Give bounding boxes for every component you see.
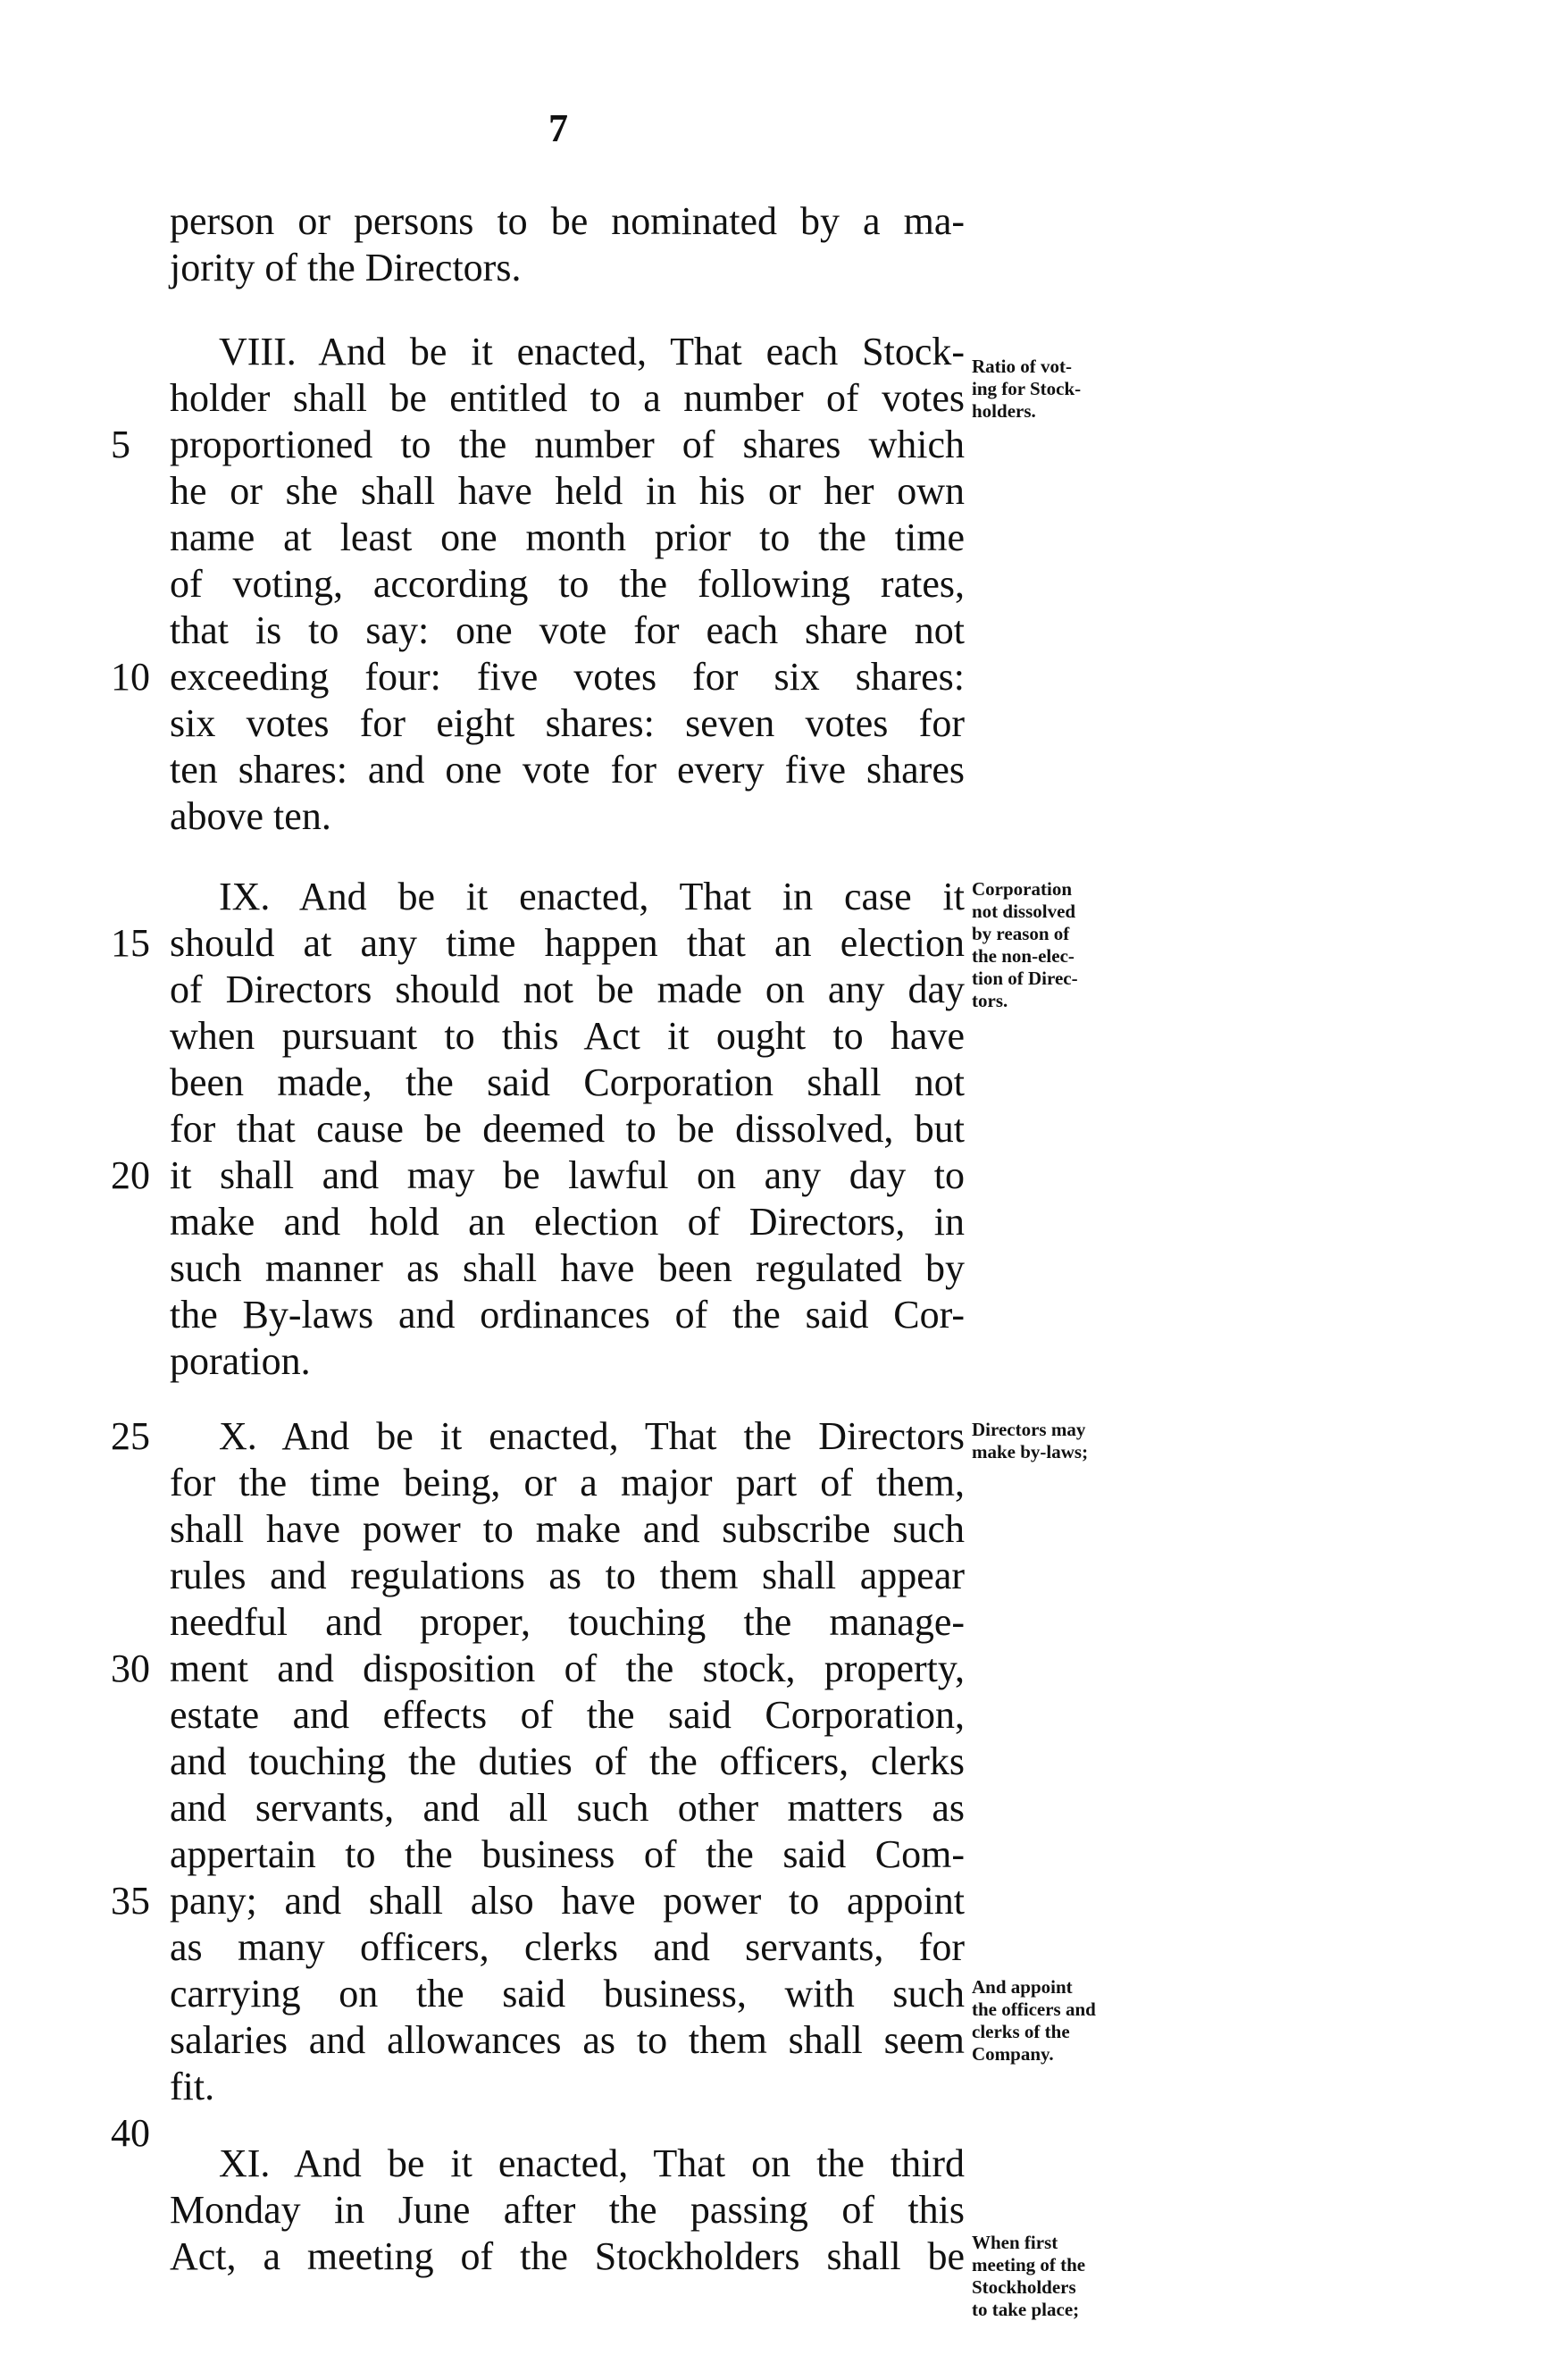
line-number: 10: [111, 655, 150, 699]
margin-note-appoint-officers: [972, 1976, 1159, 2066]
text-line: for the time being, or a major part of them,: [170, 1461, 965, 1504]
margin-note-line: by reason of: [972, 923, 1070, 944]
text-line: name at least one month prior to the time: [170, 515, 965, 559]
text-line: he or she shall have held in his or her own: [170, 469, 965, 513]
margin-note-line: make by-laws;: [972, 1441, 1089, 1462]
text-line: jority of the Directors.: [170, 246, 522, 289]
text-line: poration.: [170, 1339, 311, 1383]
margin-note-line: Stockholders: [972, 2276, 1076, 2298]
text-line: should at any time happen that an election: [170, 921, 965, 965]
text-line: make and hold an election of Directors, in: [170, 1200, 965, 1244]
text-line: XI. And be it enacted, That on the third: [219, 2141, 965, 2185]
margin-note-directors-bylaws: [972, 1419, 1159, 1463]
text-line: that is to say: one vote for each share not: [170, 608, 965, 652]
text-line: above ten.: [170, 794, 331, 838]
margin-note-line: clerks of the: [972, 2021, 1070, 2042]
line-number: 20: [111, 1153, 150, 1197]
text-line: as many officers, clerks and servants, for: [170, 1925, 965, 1969]
text-line: estate and effects of the said Corporation,: [170, 1693, 965, 1737]
text-line: person or persons to be nominated by a ma-: [170, 199, 965, 243]
text-line: been made, the said Corporation shall not: [170, 1060, 965, 1104]
margin-note-line: the officers and: [972, 1999, 1096, 2020]
text-line: shall have power to make and subscribe such: [170, 1507, 965, 1551]
text-line: VIII. And be it enacted, That each Stock-: [219, 330, 965, 373]
line-number: 15: [111, 921, 150, 965]
line-number: 40: [111, 2111, 150, 2155]
text-line: ten shares: and one vote for every five shares: [170, 748, 965, 792]
text-line: pany; and shall also have power to appoint: [170, 1879, 965, 1923]
text-line: Monday in June after the passing of this: [170, 2188, 965, 2232]
margin-note-line: tors.: [972, 990, 1008, 1011]
margin-note-line: Directors may: [972, 1419, 1086, 1440]
text-line: it shall and may be lawful on any day to: [170, 1153, 965, 1197]
text-line: needful and proper, touching the manage-: [170, 1600, 965, 1644]
text-line: Act, a meeting of the Stockholders shall be: [170, 2234, 965, 2278]
margin-note-first-meeting: [972, 2232, 1159, 2321]
text-line: and touching the duties of the officers, clerks: [170, 1739, 965, 1783]
margin-note-line: holders.: [972, 400, 1036, 422]
text-line: of Directors should not be made on any day: [170, 968, 965, 1011]
text-line: when pursuant to this Act it ought to have: [170, 1014, 965, 1058]
margin-note-line: When first: [972, 2232, 1058, 2253]
margin-note-line: ing for Stock-: [972, 378, 1082, 399]
text-line: exceeding four: five votes for six shares:: [170, 655, 965, 699]
margin-note-line: the non-elec-: [972, 945, 1075, 967]
margin-note-line: Company.: [972, 2043, 1054, 2065]
text-line: and servants, and all such other matters as: [170, 1786, 965, 1830]
text-line: six votes for eight shares: seven votes for: [170, 701, 965, 745]
text-line: fit.: [170, 2065, 215, 2108]
line-number: 5: [111, 423, 130, 466]
line-number: 25: [111, 1414, 150, 1458]
text-line: proportioned to the number of shares which: [170, 423, 965, 466]
margin-note-line: Corporation: [972, 878, 1072, 900]
text-line: rules and regulations as to them shall appear: [170, 1554, 965, 1597]
text-line: of voting, according to the following rates,: [170, 562, 965, 606]
text-line: ment and disposition of the stock, property,: [170, 1647, 965, 1690]
line-number: 30: [111, 1647, 150, 1690]
text-line: holder shall be entitled to a number of votes: [170, 376, 965, 420]
text-line: such manner as shall have been regulated by: [170, 1246, 965, 1290]
line-number: 35: [111, 1879, 150, 1923]
text-line: X. And be it enacted, That the Directors: [219, 1414, 965, 1458]
margin-note-line: meeting of the: [972, 2254, 1086, 2275]
margin-note-line: And appoint: [972, 1976, 1073, 1998]
margin-note-corporation-not-dissolved: [972, 878, 1159, 1012]
text-line: IX. And be it enacted, That in case it: [219, 875, 965, 918]
text-line: carrying on the said business, with such: [170, 1972, 965, 2015]
text-line: the By-laws and ordinances of the said Cor-: [170, 1293, 965, 1337]
margin-note-line: to take place;: [972, 2299, 1080, 2320]
text-line: for that cause be deemed to be dissolved, but: [170, 1107, 965, 1151]
margin-note-line: Ratio of vot-: [972, 356, 1072, 377]
margin-note-line: tion of Direc-: [972, 968, 1078, 989]
margin-note-ratio-of-voting: [972, 356, 1159, 423]
margin-note-line: not dissolved: [972, 901, 1076, 922]
text-line: appertain to the business of the said Com-: [170, 1832, 965, 1876]
page-number: 7: [548, 106, 568, 150]
text-line: salaries and allowances as to them shall seem: [170, 2018, 965, 2062]
